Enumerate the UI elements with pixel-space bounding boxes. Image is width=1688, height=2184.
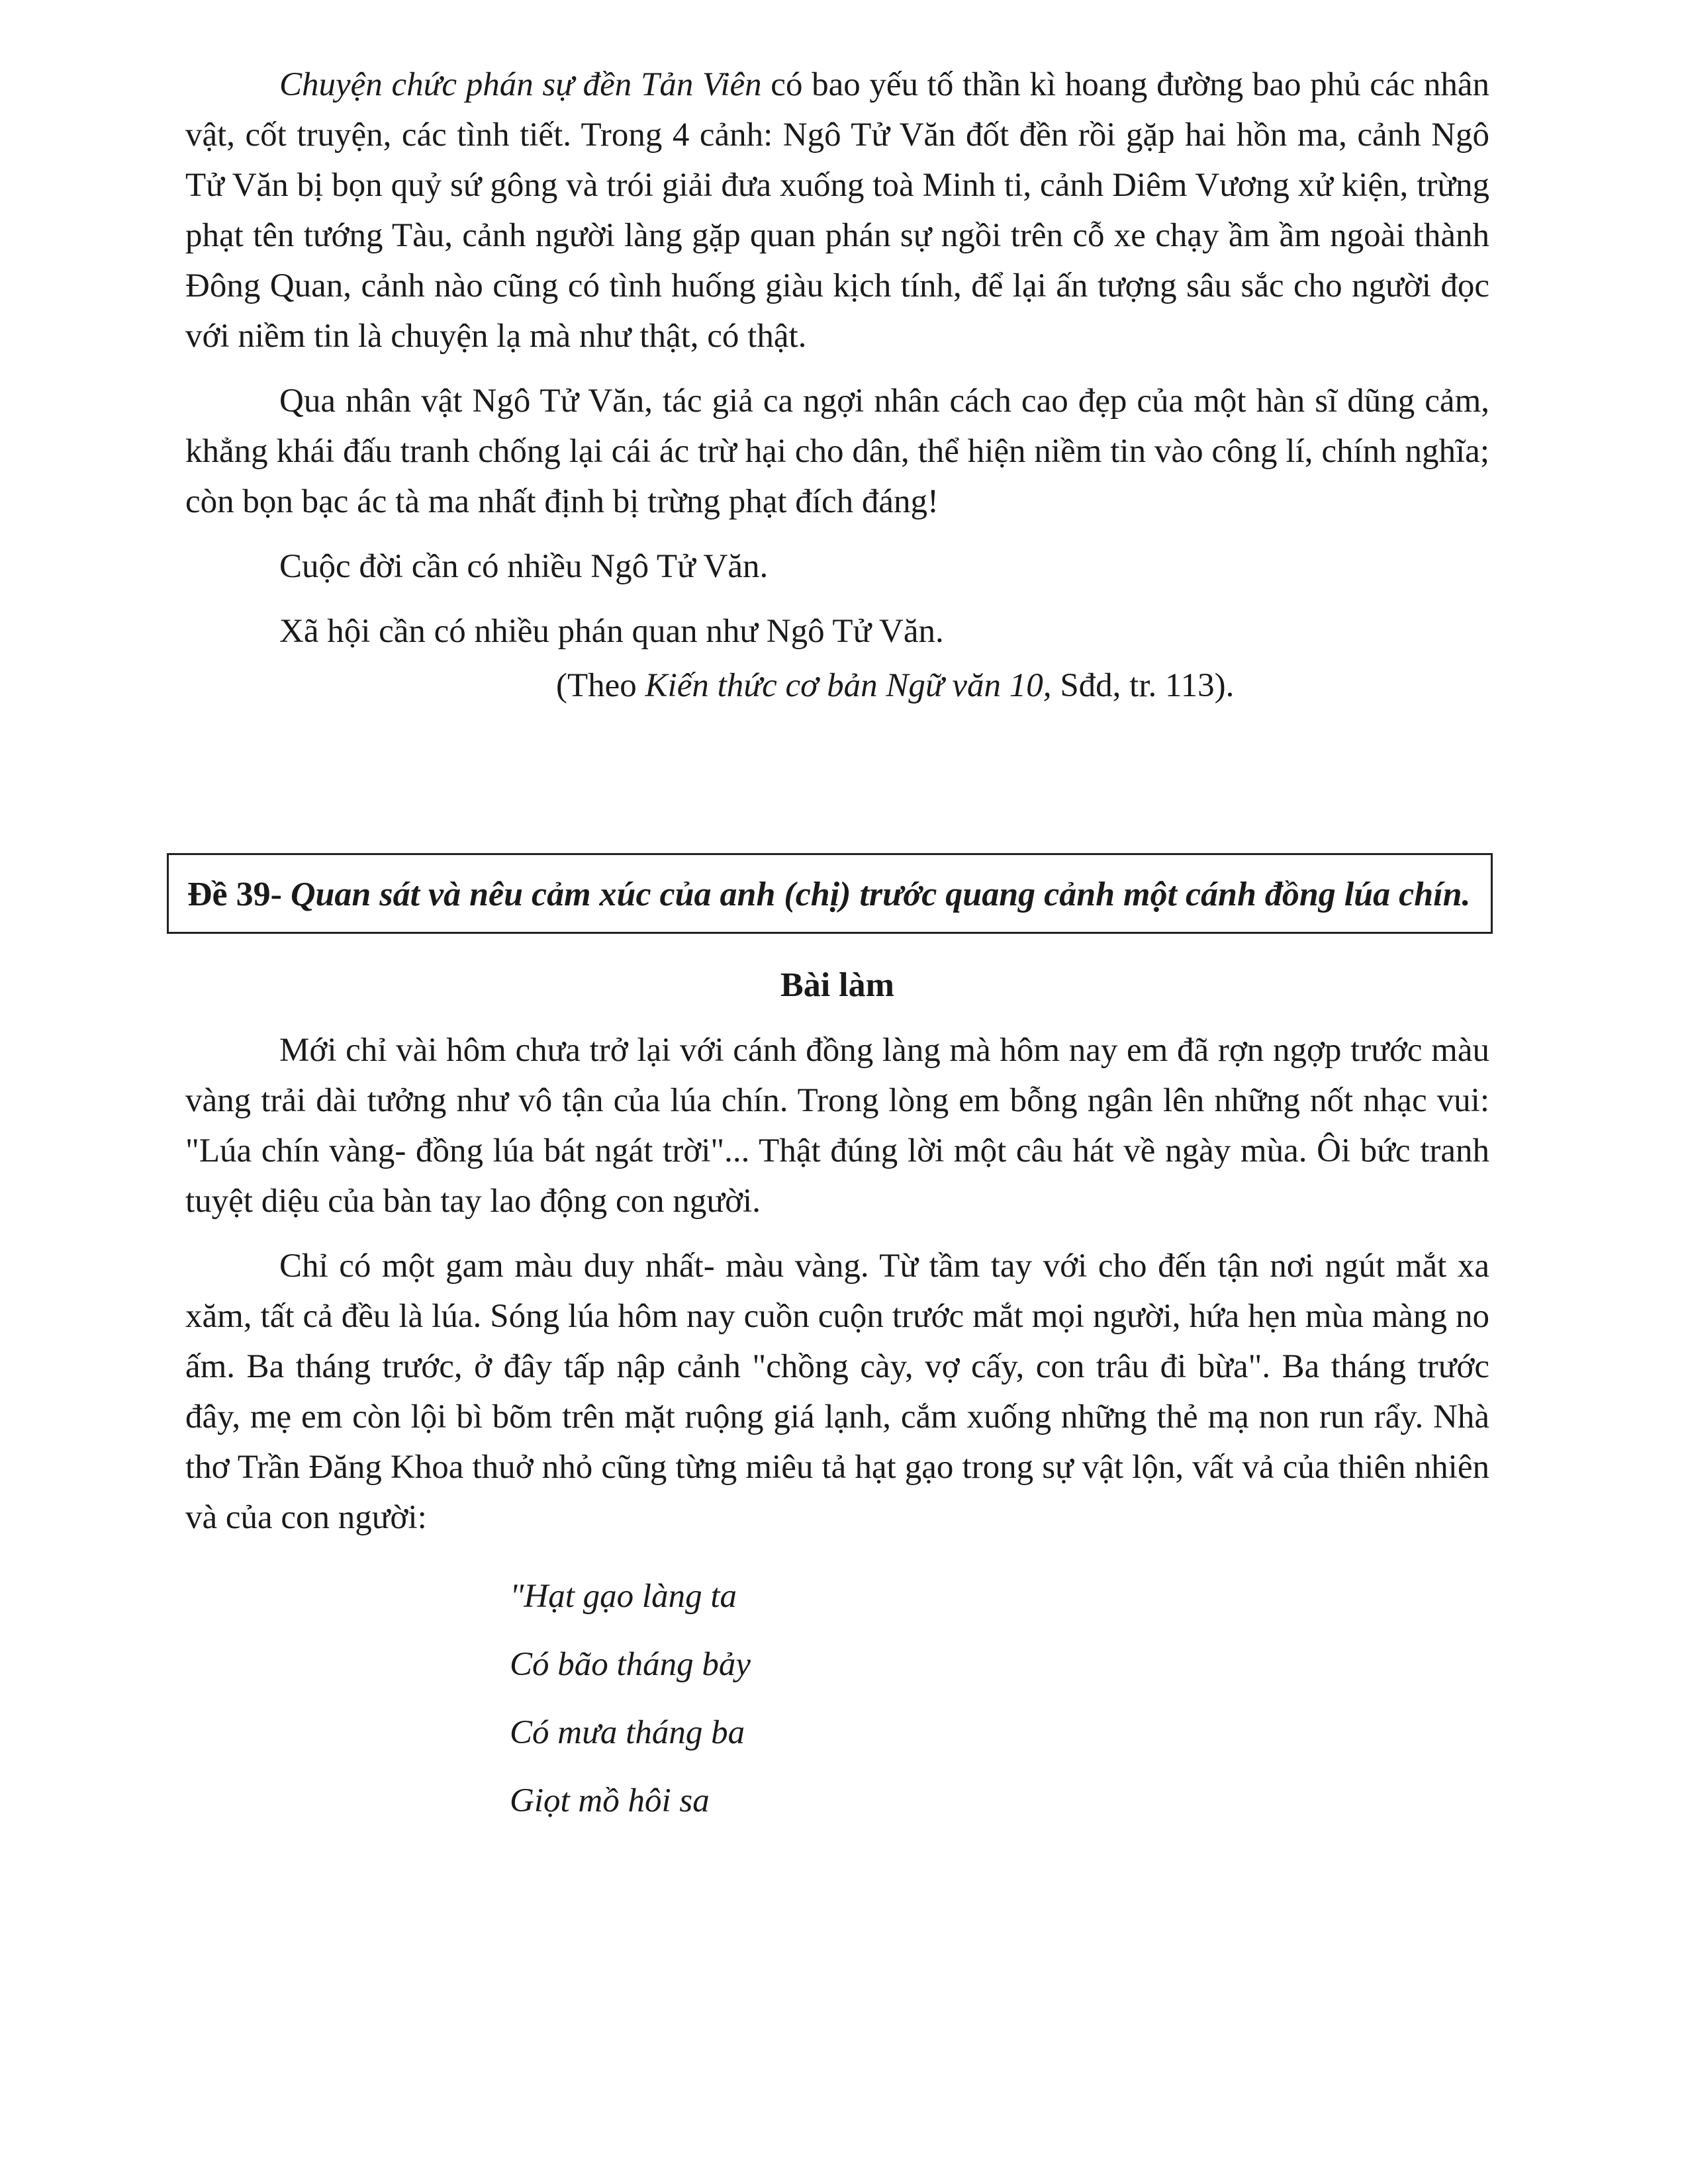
- poem-line: "Hạt gạo làng ta: [510, 1578, 737, 1615]
- poem-line: Có bão tháng bảy: [510, 1646, 751, 1683]
- intro-paragraph-4: Xã hội cần có nhiều phán quan như Ngô Tử Văn.: [279, 613, 944, 650]
- poem-line: Giọt mồ hôi sa: [510, 1782, 710, 1819]
- intro-section: [185, 60, 1489, 711]
- citation-book-title: Kiến thức cơ bản Ngữ văn 10,: [645, 667, 1052, 704]
- story-title: Chuyện chức phán sự đền Tản Viên: [279, 66, 762, 103]
- exam-question-box: [167, 853, 1493, 934]
- poem-block: [510, 1563, 1489, 1835]
- citation-suffix: Sđd, tr. 113).: [1051, 667, 1235, 704]
- intro-paragraph-1-text: có bao yếu tố thần kì hoang đường bao phủ các nhân vật, cốt truyện, các tình tiết. Trong 4 cảnh: Ngô Tử Văn đốt đền rồi gặp hai hồn ma, cảnh Ngô Tử Văn bị bọn quỷ sứ gông và trói giải đưa xuống toà Minh ti, cảnh Diêm Vương xử kiện, trừng phạt tên tướng Tàu, cảnh người làng gặp quan phán sự ngồi trên cỗ xe chạy ầm ầm ngoài thành Đông Quan, cảnh nào cũng có tình huống giàu kịch tính, để lại ấn tượng sâu sắc cho người đọc với niềm tin là chuyện lạ mà như thật, có thật.: [185, 66, 1490, 355]
- essay-paragraph-2: Chỉ có một gam màu duy nhất- màu vàng. Từ tầm tay với cho đến tận nơi ngút mắt xa xăm, tất cả đều là lúa. Sóng lúa hôm nay cuồn cuộn trước mắt mọi người, hứa hẹn mùa màng no ấm. Ba tháng trước, ở đây tấp nập cảnh "chồng cày, vợ cấy, con trâu đi bừa". Ba tháng trước đây, mẹ em còn lội bì bõm trên mặt ruộng giá lạnh, cắm xuống những thẻ mạ non run rẩy. Nhà thơ Trần Đăng Khoa thuở nhỏ cũng từng miêu tả hạt gạo trong sự vật lộn, vất vả của thiên nhiên và của con người:: [185, 1248, 1489, 1536]
- exam-number: Đề 39-: [187, 876, 282, 913]
- citation: [556, 660, 1489, 711]
- intro-paragraph-3: Cuộc đời cần có nhiều Ngô Tử Văn.: [279, 548, 769, 585]
- essay-section: [185, 960, 1489, 1835]
- intro-paragraph-2: Qua nhân vật Ngô Tử Văn, tác giả ca ngợi nhân cách cao đẹp của một hàn sĩ dũng cảm, khẳng khái đấu tranh chống lại cái ác trừ hại cho dân, thể hiện niềm tin vào công lí, chính nghĩa; còn bọn bạc ác tà ma nhất định bị trừng phạt đích đáng!: [185, 383, 1489, 520]
- essay-heading: Bài làm: [780, 966, 894, 1004]
- citation-prefix: (Theo: [556, 667, 645, 704]
- intro-paragraph-1: [185, 60, 1489, 361]
- essay-paragraph-1: Mới chỉ vài hôm chưa trở lại với cánh đồng làng mà hôm nay em đã rợn ngợp trước màu vàng trải dài tưởng như vô tận của lúa chín. Trong lòng em bỗng ngân lên những nốt nhạc vui: "Lúa chín vàng- đồng lúa bát ngát trời"... Thật đúng lời một câu hát về ngày mùa. Ôi bức tranh tuyệt diệu của bàn tay lao động con người.: [185, 1032, 1489, 1220]
- document-page: [185, 60, 1489, 1835]
- exam-question-text: Quan sát và nêu cảm xúc của anh (chị) trước quang cảnh một cánh đồng lúa chín.: [290, 876, 1471, 913]
- exam-question: [187, 870, 1475, 920]
- poem-line: Có mưa tháng ba: [510, 1714, 745, 1751]
